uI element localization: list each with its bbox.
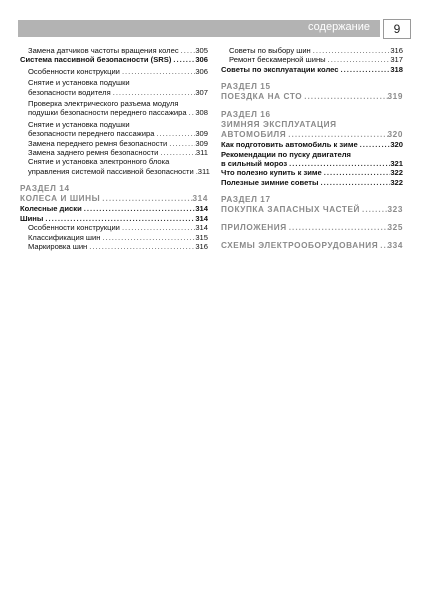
toc-entry[interactable] — [20, 55, 208, 64]
section-label: РАЗДЕЛ 16 — [221, 110, 271, 120]
toc-entry-text: Особенности конструкции — [28, 66, 120, 76]
toc-entry-page: 311 — [195, 148, 208, 158]
toc-entry-page: 309 — [195, 129, 208, 139]
toc-entry[interactable] — [221, 150, 403, 169]
toc-entry-text: Советы по эксплуатации колес — [221, 64, 339, 74]
section-heading[interactable] — [221, 223, 403, 233]
toc-entry-text: Маркировка шин — [28, 241, 88, 251]
toc-entry-page: 314 — [195, 213, 208, 223]
section-title: ПОЕЗДКА НА СТО — [221, 92, 303, 102]
section-page: 314 — [192, 194, 208, 204]
section-label: РАЗДЕЛ 17 — [221, 195, 271, 205]
toc-entry[interactable] — [20, 67, 208, 76]
toc-entry-page: 316 — [390, 46, 403, 55]
toc-entry[interactable] — [20, 148, 208, 157]
toc-entry[interactable] — [20, 223, 208, 232]
toc-entry[interactable] — [20, 204, 208, 213]
toc-entry-page: 314 — [195, 223, 208, 233]
toc-entry[interactable] — [20, 157, 208, 176]
toc-entry-text: Замена датчиков частоты вращения колес — [28, 46, 179, 55]
toc-entry-page: 306 — [195, 66, 208, 76]
section-page: 320 — [387, 130, 403, 140]
toc-entry-text: Замена заднего ремня безопасности — [28, 148, 159, 158]
section-heading[interactable] — [221, 82, 403, 102]
section-label: РАЗДЕЛ 15 — [221, 82, 271, 92]
toc-entry-text: управления системой пассивной безопасности — [28, 166, 194, 176]
toc-entry-page: 307 — [195, 87, 208, 97]
toc-entry-page: 308 — [195, 108, 208, 118]
toc-entry-text: безопасности водителя — [28, 87, 111, 97]
section-page: 334 — [387, 241, 403, 251]
toc-entry[interactable] — [20, 233, 208, 242]
toc-entry[interactable] — [20, 242, 208, 251]
toc-entry-page: 305 — [195, 46, 208, 55]
page-number: 9 — [383, 19, 411, 39]
toc-entry-text: Система пассивной безопасности (SRS) — [20, 55, 172, 65]
toc-entry[interactable] — [221, 46, 403, 55]
toc-entry-text: Ремонт бескамерной шины — [229, 55, 326, 65]
section-title: СХЕМЫ ЭЛЕКТРООБОРУДОВАНИЯ — [221, 241, 379, 251]
toc-entry-text: безопасности переднего пассажира — [28, 129, 155, 139]
section-label: РАЗДЕЛ 14 — [20, 184, 70, 194]
section-heading[interactable] — [221, 241, 403, 251]
toc-entry[interactable] — [221, 65, 403, 74]
toc-entry-text: Как подготовить автомобиль к зиме — [221, 140, 358, 150]
section-page: 323 — [387, 205, 403, 215]
section-heading[interactable] — [221, 195, 403, 215]
page-title: содержание — [308, 21, 370, 33]
toc-entry-page: 322 — [390, 168, 403, 178]
toc-entry[interactable] — [20, 78, 208, 97]
toc-entry-text-line1: Снятие и установка электронного блока — [28, 157, 170, 167]
toc-right-column — [221, 46, 403, 251]
section-heading[interactable] — [20, 184, 208, 204]
section-title: ЗИМНЯЯ ЭКСПЛУАТАЦИЯ — [221, 120, 337, 130]
toc-entry-page: 311 — [197, 166, 210, 176]
section-title: ПРИЛОЖЕНИЯ — [221, 223, 287, 233]
header-bar — [18, 20, 380, 37]
toc-entry-text: подушки безопасности переднего пассажира — [28, 108, 187, 118]
toc-entry-text: Шины — [20, 213, 44, 223]
toc-entry[interactable] — [20, 139, 208, 148]
toc-entry-text: Классификация шин — [28, 232, 101, 242]
toc-entry[interactable] — [221, 168, 403, 177]
toc-entry-page: 314 — [195, 204, 208, 214]
toc-entry[interactable] — [221, 178, 403, 187]
toc-left-column — [20, 46, 208, 251]
section-title: ПОКУПКА ЗАПАСНЫХ ЧАСТЕЙ — [221, 205, 361, 215]
toc-entry-text: Советы по выбору шин — [229, 46, 311, 55]
toc-entry-page: 316 — [195, 241, 208, 251]
section-page: 319 — [387, 92, 403, 102]
toc-entry-text: Что полезно купить к зиме — [221, 168, 322, 178]
toc-entry[interactable] — [20, 120, 208, 139]
section-page: 325 — [387, 223, 403, 233]
toc-entry-text-line1: Снятие и установка подушки — [28, 78, 130, 88]
toc-entry[interactable] — [221, 55, 403, 64]
toc-entry-page: 306 — [195, 55, 208, 65]
section-title: КОЛЕСА И ШИНЫ — [20, 194, 101, 204]
toc-entry[interactable] — [20, 99, 208, 118]
toc-entry-text: Полезные зимние советы — [221, 177, 319, 187]
toc-entry-page: 321 — [390, 159, 403, 169]
toc-entry-text-line1: Проверка электрического разъема модуля — [28, 99, 179, 109]
toc-entry-page: 315 — [195, 232, 208, 242]
toc-entry[interactable] — [221, 140, 403, 149]
toc-entry-page: 318 — [390, 64, 403, 74]
toc-entry-text: Особенности конструкции — [28, 223, 120, 233]
section-heading[interactable] — [221, 110, 403, 140]
toc-entry-page: 309 — [195, 138, 208, 148]
toc-entry[interactable] — [20, 214, 208, 223]
toc-entry-page: 322 — [390, 177, 403, 187]
section-title-line2: АВТОМОБИЛЯ — [221, 130, 287, 140]
toc-entry-page: 320 — [390, 140, 403, 150]
toc-entry-text-line1: Рекомендации по пуску двигателя — [221, 149, 351, 159]
toc-entry[interactable] — [20, 46, 208, 55]
toc-entry-text: в сильный мороз — [221, 159, 288, 169]
toc-entry-page: 317 — [390, 55, 403, 65]
toc-entry-text: Колесные диски — [20, 204, 82, 214]
toc-entry-text: Замена переднего ремня безопасности — [28, 138, 168, 148]
toc-entry-text-line1: Снятие и установка подушки — [28, 119, 130, 129]
